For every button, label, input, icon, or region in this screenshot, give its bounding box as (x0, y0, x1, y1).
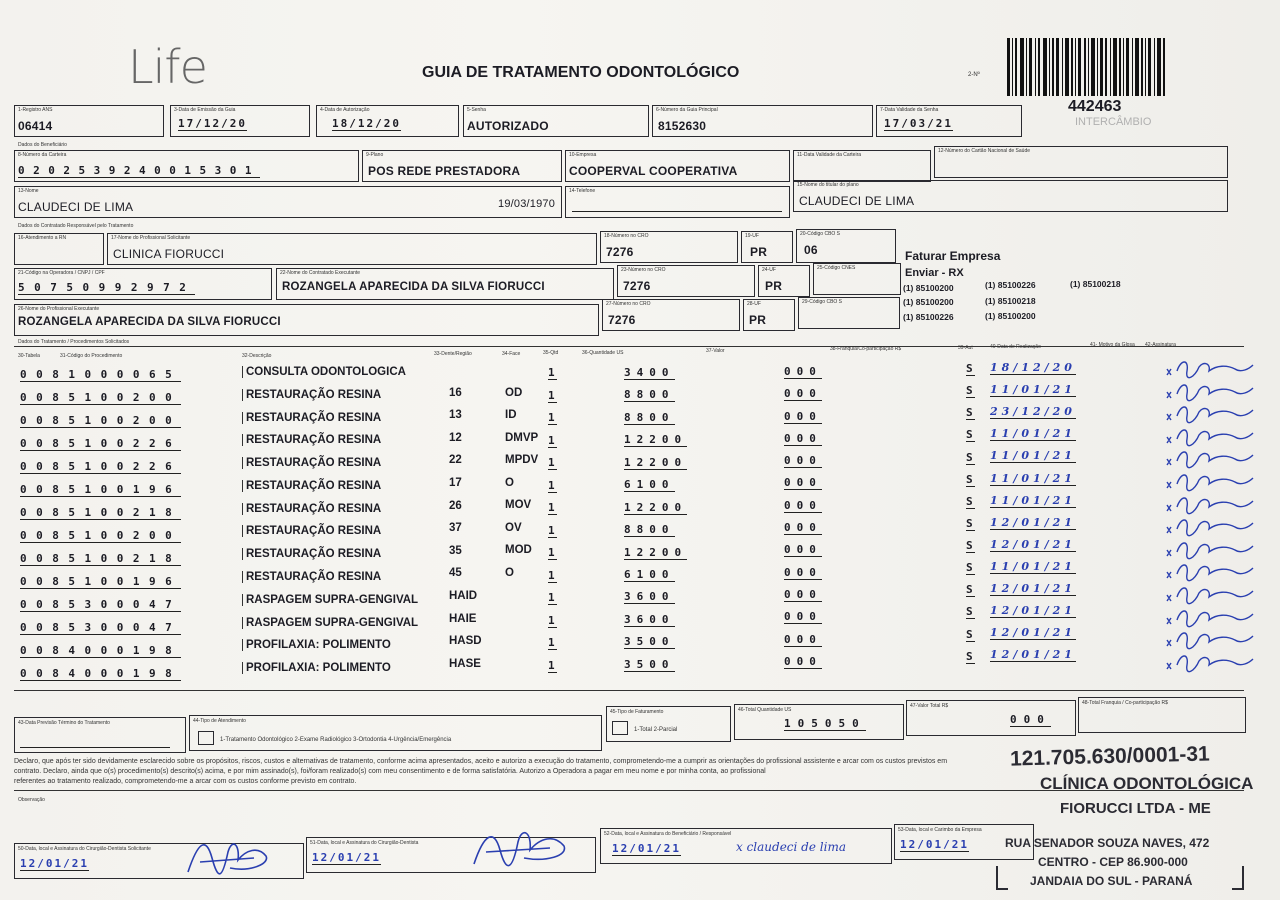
procedure-qty: 1 (548, 591, 557, 605)
col-qtd-us: 36-Quantidade US (582, 350, 624, 356)
col-descricao: 32-Descrição (242, 353, 272, 359)
procedure-date: 12/01/21 (990, 604, 1076, 618)
procedure-face: O (505, 476, 514, 489)
procedures-top-line (14, 346, 1244, 347)
section-contratado: Dados do Contratado Responsável pelo Tratamento (18, 223, 134, 229)
stamp-address-1: RUA SENADOR SOUZA NAVES, 472 (1005, 836, 1210, 850)
cbo-solicitante-value: 06 (804, 243, 818, 257)
procedure-tooth: 16 (449, 386, 462, 399)
side-note-subtitle: Enviar - RX (905, 267, 964, 279)
procedure-description: RESTAURAÇÃO RESINA (242, 525, 381, 537)
procedure-date: 12/01/21 (990, 626, 1076, 640)
procedure-valor: 000 (784, 476, 822, 490)
procedure-aut: S (966, 472, 975, 486)
procedure-code: 0085300047 (20, 597, 182, 611)
procedure-description: RESTAURAÇÃO RESINA (242, 457, 381, 469)
procedure-valor: 000 (784, 587, 822, 601)
row-signature (1165, 558, 1255, 582)
procedure-date: 12/01/21 (990, 515, 1076, 529)
procedure-us: 12200 (624, 500, 688, 514)
procedure-qty: 1 (548, 568, 557, 582)
cnpj-value: 50750992972 (18, 281, 196, 294)
registro-ans-value: 06414 (18, 119, 53, 133)
procedure-us: 12200 (624, 455, 688, 469)
uf-solicitante-value: PR (750, 245, 768, 259)
carteira-value: 0202539240015301 (18, 164, 260, 177)
form-page: Life GUIA DE TRATAMENTO ODONTOLÓGICO 2-Nº 442463 INTERCÂMBIO 1-Registro ANS 06414 3-Data de Emissão da Guia 17/12/20 4-Data de Autorização 18/12/20 5-Senha AUTORIZADO 6-Número da Guia Principal 8152630 7-Data Validade da Senha 17/03/21 Dados do Beneficiário 8-Número da Carteira 0202539240015301 9-Plano POS REDE PRESTADORA 10-Empresa COOPERVAL COOPERATIVA 11-Data Validade da Carteira 12-Número do Cartão Nacional de Saúde 13-Nome CLAUDECI DE LIMA 19/03/1970 14-Telefone 15-Nome do titular do plano CLAUDECI DE LIMA Dados do Contratado Responsável pelo Tratamento 16-Atendimento a RN 17-Nome do Profissional Solicitante CLINICA FIORUCCI 18-Número no CRO 7276 19-UF PR 20-Código CBO S 06 21-Código na Operadora / CNPJ / CPF 50750992972 22-Nome do Contratado Executante ROZANGELA APARECIDA DA SILVA FIORUCCI 23-Número no CRO 7276 24-UF PR 25-Código CNES 26-Nome do Profissional Executante ROZANGELA APARECIDA DA SILVA FIORUCCI 27-Número no CRO 7276 28-UF PR 29-Código CBO S Faturar Empresa Enviar - RX (1) 85100200 (1) 85100226 (1) 85100218 (1) 85100200 (1) 85100218 (1) 85100226 (1) 85100200 Dados do Tratamento / Procedimentos Solicitados 30-Tabela 31-Código do Procedimento 32-Descrição 33-Dente/Região 34-Face 35-Qtd 36-Quantidade US 37-Valor 38-Franquia/Co-participação R$ 39-Aut 40-Data de Realização 41- Motivo da Glosa 42-Assinatura 0081000065 CONSULTA ODONTOLOGICA 1 3400 000 S 18/12/20 0085100200 RESTAURAÇÃO RESINA 16 OD 1 8800 000 S 11/01/21 0085100200 RESTAURAÇÃO RESINA 13 ID 1 8800 000 S 23/12/20 0085100226 RESTAURAÇÃO RESINA 12 DMVP 1 12200 000 S 11/01/21 0085100226 RESTAURAÇÃO RESINA 22 MPDV 1 12200 000 S 11/01/21 0085100196 RESTAURAÇÃO RESINA 17 O 1 6100 000 S 11/01/21 0085100218 RESTAURAÇÃO RESINA 26 MOV 1 12200 000 S 11/01/21 0085100200 RESTAURAÇÃO RESINA 37 OV 1 8800 000 S 12/01/21 0085100218 RESTAURAÇÃO RESINA 35 MOD 1 12200 000 S 12/01/21 0085100196 RESTAURAÇÃO RESINA 45 O 1 6100 000 S 11/01/21 0085300047 RASPAGEM SUPRA-GENGIVAL HAID 1 3600 000 S 12/01/21 0085300047 RASPAGEM SUPRA-GENGIVAL HAIE 1 3600 000 S 12/01/21 0084000198 PROFILAXIA: POLIMENTO HASD 1 3500 000 S 12/01/21 0084000198 PROFILAXIA: POLIMENTO HASE 1 3500 000 S 12/01/21 43-Data Previsão Término do Tratamento 44-Tipo de Atendimento 1-Tratamento Odontológico 2-Exame Radiológico 3-Ortodontia 4-Urgência/Emergência 45-Tipo de Faturamento 1-Total 2-Parcial 46-Total Quantidade US 105050 47-Valor Total R$ 000 48-Total Franquia / Co-participação R$ Declaro, que após ter sido devidamente esclarecido sobre os propósitos, riscos, custos e alternativas de tratamento, conforme acima apresentados, aceito e autorizo a execução do tratamento, comprometendo-me a cumprir as orientações do profissional assistente e arcar com os custos previstos em contrato. Declaro, ainda que o(s) procedimento(s) descrito(s) acima, e por mim assinado(s), foi/foram realizado(s) com meu consentimento e de forma satisfatória. Autorizo a Operadora a pagar em meu nome e por minha conta, ao profissional referentes ao tratamento realizado, comprometendo-me a arcar com os custos conforme previsto em contrato. Observação 50-Data, local e Assinatura do Cirurgião-Dentista Solicitante 12/01/21 51-Data, local e Assinatura do Cirurgião-Dentista 12/01/21 52-Data, local e Assinatura do Beneficiário / Responsável 12/01/21 x claudeci de lima 53-Data, local e Carimbo da Empresa 12/01/21 121.705.630/0001-31 CLÍNICA ODONTOLÓGICA FIORUCCI LTDA - ME RUA SENADOR SOUZA NAVES, 472 CENTRO - CEP 86.900-000 JANDAIA DO SUL - PARANÁ (0, 0, 1280, 900)
form-title: GUIA DE TRATAMENTO ODONTOLÓGICO (422, 64, 740, 81)
procedure-date: 12/01/21 (990, 537, 1076, 551)
procedure-us: 12200 (624, 545, 688, 559)
guia-principal-value: 8152630 (658, 119, 707, 133)
guia-number: 442463 (1068, 98, 1122, 115)
procedure-description: RASPAGEM SUPRA-GENGIVAL (242, 617, 418, 629)
side-code: (1) 85100218 (1070, 279, 1121, 289)
procedure-qty: 1 (548, 388, 557, 402)
row-signature (1165, 581, 1255, 605)
procedure-aut: S (966, 450, 975, 464)
assinatura-solicitante-date: 12/01/21 (20, 857, 89, 870)
procedure-code: 0085300047 (20, 620, 182, 634)
procedure-code: 0085100226 (20, 436, 182, 450)
procedure-us: 12200 (624, 433, 688, 447)
col-qtd: 35-Qtd (543, 350, 559, 356)
procedure-valor: 000 (784, 498, 822, 512)
procedure-code: 0085100196 (20, 574, 182, 588)
procedure-tooth: 17 (449, 476, 462, 489)
dentist-signature-1 (180, 828, 280, 884)
row-signature (1165, 378, 1255, 402)
row-signature (1165, 400, 1255, 424)
procedure-description: RESTAURAÇÃO RESINA (242, 389, 381, 401)
procedure-tooth: 45 (449, 567, 462, 580)
procedure-face: MOD (505, 544, 532, 557)
procedure-code: 0085100218 (20, 551, 182, 565)
procedure-code: 0085100200 (20, 528, 182, 542)
procedure-face: MOV (505, 499, 532, 512)
procedure-us: 8800 (624, 410, 675, 424)
procedure-face: OD (505, 386, 523, 399)
stamp-cnpj: 121.705.630/0001-31 (1009, 742, 1210, 771)
intercambio-label: INTERCÂMBIO (1075, 116, 1152, 128)
procedure-code: 0085100200 (20, 390, 182, 404)
procedure-valor: 000 (784, 565, 822, 579)
procedure-qty: 1 (548, 456, 557, 470)
section-beneficiario: Dados do Beneficiário (18, 142, 67, 148)
procedure-description: RESTAURAÇÃO RESINA (242, 503, 381, 515)
carimbo-empresa-date: 12/01/21 (900, 838, 969, 851)
plano-value: POS REDE PRESTADORA (368, 164, 521, 178)
nome-value: CLAUDECI DE LIMA (18, 200, 134, 214)
stamp-address-2: CENTRO - CEP 86.900-000 (1038, 855, 1188, 869)
row-signature (1165, 626, 1255, 650)
procedure-code: 0085100226 (20, 459, 182, 473)
procedure-description: RESTAURAÇÃO RESINA (242, 571, 381, 583)
observacao-label: Observação (18, 797, 45, 803)
procedure-code: 0084000198 (20, 666, 182, 680)
cro-solicitante-value: 7276 (606, 245, 634, 259)
declaration-line-2: contrato. Declaro, ainda que o(s) procedimento(s) descrito(s) acima, e por mim assinado(s), foi/foram realizado(s) com meu consentimento e de forma satisfatória. Autorizo a Operadora a pagar em meu nome e por minha conta, ao profissional (14, 768, 766, 775)
procedure-tooth: 12 (449, 431, 462, 444)
field-tipo-atendimento (189, 715, 602, 751)
procedure-tooth: HAID (449, 589, 478, 602)
col-dente: 33-Dente/Região (434, 351, 472, 357)
procedure-date: 11/01/21 (990, 449, 1076, 463)
procedures-bottom-line (14, 690, 1244, 691)
col-data: 40-Data de Realização (990, 344, 1041, 350)
side-code: (1) 85100200 (985, 311, 1036, 321)
stamp-address-3: JANDAIA DO SUL - PARANÁ (1030, 874, 1193, 888)
uf-executante-value: PR (749, 313, 767, 327)
col-valor: 37-Valor (706, 348, 725, 354)
previsao-termino-blank (20, 735, 170, 748)
procedure-qty: 1 (548, 636, 557, 650)
row-signature (1165, 649, 1255, 673)
procedure-description: PROFILAXIA: POLIMENTO (242, 662, 391, 674)
procedure-valor: 000 (784, 365, 822, 378)
barcode (1005, 38, 1170, 96)
procedure-tooth: 13 (449, 409, 462, 422)
prof-executante-value: ROZANGELA APARECIDA DA SILVA FIORUCCI (18, 316, 281, 328)
col-codigo: 31-Código do Procedimento (60, 353, 123, 359)
procedure-aut: S (966, 428, 975, 442)
procedure-date: 23/12/20 (990, 405, 1076, 419)
procedure-description: RESTAURAÇÃO RESINA (242, 480, 381, 492)
procedure-tooth: HAIE (449, 612, 477, 625)
row-signature (1165, 536, 1255, 560)
senha-value: AUTORIZADO (467, 119, 549, 133)
guia-number-label: 2-Nº (968, 72, 980, 78)
procedure-aut: S (966, 605, 975, 619)
procedure-date: 11/01/21 (990, 383, 1076, 397)
col-tabela: 30-Tabela (18, 353, 40, 359)
row-signature (1165, 355, 1255, 379)
stamp-bracket-right (1232, 866, 1244, 890)
cro-executante-value: 7276 (608, 313, 636, 327)
procedure-description: RESTAURAÇÃO RESINA (242, 412, 381, 424)
procedure-aut: S (966, 649, 975, 663)
beneficiario-signature: x claudeci de lima (736, 840, 846, 854)
birth-date: 19/03/1970 (498, 198, 556, 210)
procedure-tooth: HASD (449, 635, 482, 648)
procedure-us: 3600 (624, 612, 675, 626)
procedure-aut: S (966, 539, 975, 553)
procedure-aut: S (966, 384, 975, 398)
titular-value: CLAUDECI DE LIMA (799, 194, 915, 208)
stamp-name-1: CLÍNICA ODONTOLÓGICA (1040, 774, 1254, 793)
procedure-us: 3500 (624, 657, 675, 671)
procedure-qty: 1 (548, 411, 557, 424)
procedure-description: RESTAURAÇÃO RESINA (242, 434, 381, 446)
telefone-blank (572, 199, 782, 212)
procedure-date: 11/01/21 (990, 493, 1076, 507)
empresa-value: COOPERVAL COOPERATIVA (569, 164, 738, 178)
procedure-tooth: 37 (449, 522, 462, 535)
declaration-line-1: Declaro, que após ter sido devidamente esclarecido sobre os propósitos, riscos, custos e alternativas de tratamento, conforme acima apresentados, aceito e autorizo a execução do tratamento, comprometendo-me a cumprir as orientações do profissional assistente e arcar com os custos previstos em (14, 758, 948, 765)
col-aut: 39-Aut (958, 345, 973, 351)
col-glosa: 41- Motivo da Glosa (1090, 342, 1135, 348)
procedure-us: 6100 (624, 567, 675, 581)
procedure-qty: 1 (548, 613, 557, 627)
procedure-valor: 000 (784, 387, 822, 401)
declaration-line-3: referentes ao tratamento realizado, comprometendo-me a arcar com os custos conforme previsto em contrato. (14, 778, 357, 785)
assinatura-beneficiario-date: 12/01/21 (612, 842, 681, 855)
side-code: (1) 85100200 (903, 297, 954, 307)
procedure-tooth: 26 (449, 499, 462, 512)
total-us-value: 105050 (784, 717, 866, 730)
procedure-description: CONSULTA ODONTOLOGICA (242, 366, 406, 378)
procedure-valor: 000 (784, 521, 822, 535)
procedure-description: RESTAURAÇÃO RESINA (242, 548, 381, 560)
procedure-us: 3500 (624, 635, 675, 649)
procedure-code: 0081000065 (20, 368, 182, 381)
dentist-signature-2 (468, 818, 578, 876)
assinatura-dentista-date: 12/01/21 (312, 851, 381, 864)
procedure-qty: 1 (548, 523, 557, 537)
col-franquia: 38-Franquia/Co-participação R$ (830, 346, 902, 352)
procedure-date: 18/12/20 (990, 361, 1076, 374)
procedure-qty: 1 (548, 433, 557, 447)
procedure-valor: 000 (784, 454, 822, 468)
procedure-date: 11/01/21 (990, 427, 1076, 441)
tipo-faturamento-checkbox[interactable] (612, 721, 628, 735)
col-assinatura: 42-Assinatura (1145, 342, 1176, 348)
valor-total-value: 000 (1010, 713, 1051, 726)
procedure-face: ID (505, 409, 517, 422)
row-signature (1165, 445, 1255, 469)
side-code: (1) 85100200 (903, 283, 954, 293)
procedure-valor: 000 (784, 431, 822, 445)
row-signature (1165, 513, 1255, 537)
uf-contratado-value: PR (765, 279, 783, 293)
procedure-tooth: HASE (449, 657, 481, 670)
procedure-date: 11/01/21 (990, 559, 1076, 573)
procedure-tooth: 35 (449, 544, 462, 557)
procedure-aut: S (966, 494, 975, 508)
section-procedimentos: Dados do Tratamento / Procedimentos Solicitados (18, 339, 130, 345)
procedure-code: 0084000198 (20, 643, 182, 657)
procedure-code: 0085100200 (20, 413, 182, 427)
procedure-aut: S (966, 583, 975, 597)
procedure-us: 8800 (624, 388, 675, 402)
procedure-us: 8800 (624, 523, 675, 537)
procedure-valor: 000 (784, 632, 822, 646)
row-signature (1165, 604, 1255, 628)
procedure-face: DMVP (505, 431, 539, 444)
procedure-valor: 000 (784, 409, 822, 423)
side-code: (1) 85100218 (985, 296, 1036, 306)
procedure-face: MPDV (505, 454, 539, 467)
procedure-date: 11/01/21 (990, 471, 1076, 485)
procedure-us: 3600 (624, 590, 675, 604)
row-signature (1165, 491, 1255, 515)
validade-senha-value: 17/03/21 (884, 117, 953, 130)
procedure-qty: 1 (548, 366, 557, 379)
procedure-qty: 1 (548, 658, 557, 672)
stamp-bracket-left (996, 866, 1008, 890)
procedure-valor: 000 (784, 610, 822, 624)
procedure-face: OV (505, 521, 522, 534)
stamp-name-2: FIORUCCI LTDA - ME (1060, 800, 1211, 817)
side-code: (1) 85100226 (985, 280, 1036, 290)
procedure-tooth: 22 (449, 454, 462, 467)
contratado-executante-value: ROZANGELA APARECIDA DA SILVA FIORUCCI (282, 281, 545, 293)
data-emissao-value: 17/12/20 (178, 117, 247, 130)
procedure-qty: 1 (548, 546, 557, 560)
row-signature (1165, 423, 1255, 447)
side-note-title: Faturar Empresa (905, 249, 1001, 263)
procedure-description: PROFILAXIA: POLIMENTO (242, 639, 391, 651)
procedure-description: RASPAGEM SUPRA-GENGIVAL (242, 594, 418, 606)
procedure-qty: 1 (548, 501, 557, 515)
procedure-valor: 000 (784, 543, 822, 557)
data-autorizacao-value: 18/12/20 (332, 117, 401, 130)
procedure-code: 0085100218 (20, 505, 182, 519)
procedure-us: 3400 (624, 366, 675, 379)
tipo-atendimento-checkbox[interactable] (198, 731, 214, 745)
procedure-us: 6100 (624, 478, 675, 492)
cro-contratado-value: 7276 (623, 279, 651, 293)
procedure-date: 12/01/21 (990, 648, 1076, 662)
procedure-qty: 1 (548, 478, 557, 492)
procedure-date: 12/01/21 (990, 582, 1076, 596)
procedure-code: 0085100196 (20, 482, 182, 496)
procedure-valor: 000 (784, 654, 822, 668)
row-signature (1165, 468, 1255, 492)
procedure-aut: S (966, 627, 975, 641)
procedure-aut: S (966, 406, 975, 420)
col-face: 34-Face (502, 351, 521, 357)
procedure-aut: S (966, 362, 975, 375)
procedure-aut: S (966, 516, 975, 530)
prof-solicitante-value: CLINICA FIORUCCI (113, 247, 225, 261)
side-code: (1) 85100226 (903, 312, 954, 322)
logo: Life (128, 40, 207, 94)
procedure-aut: S (966, 561, 975, 575)
procedure-face: O (505, 566, 514, 579)
